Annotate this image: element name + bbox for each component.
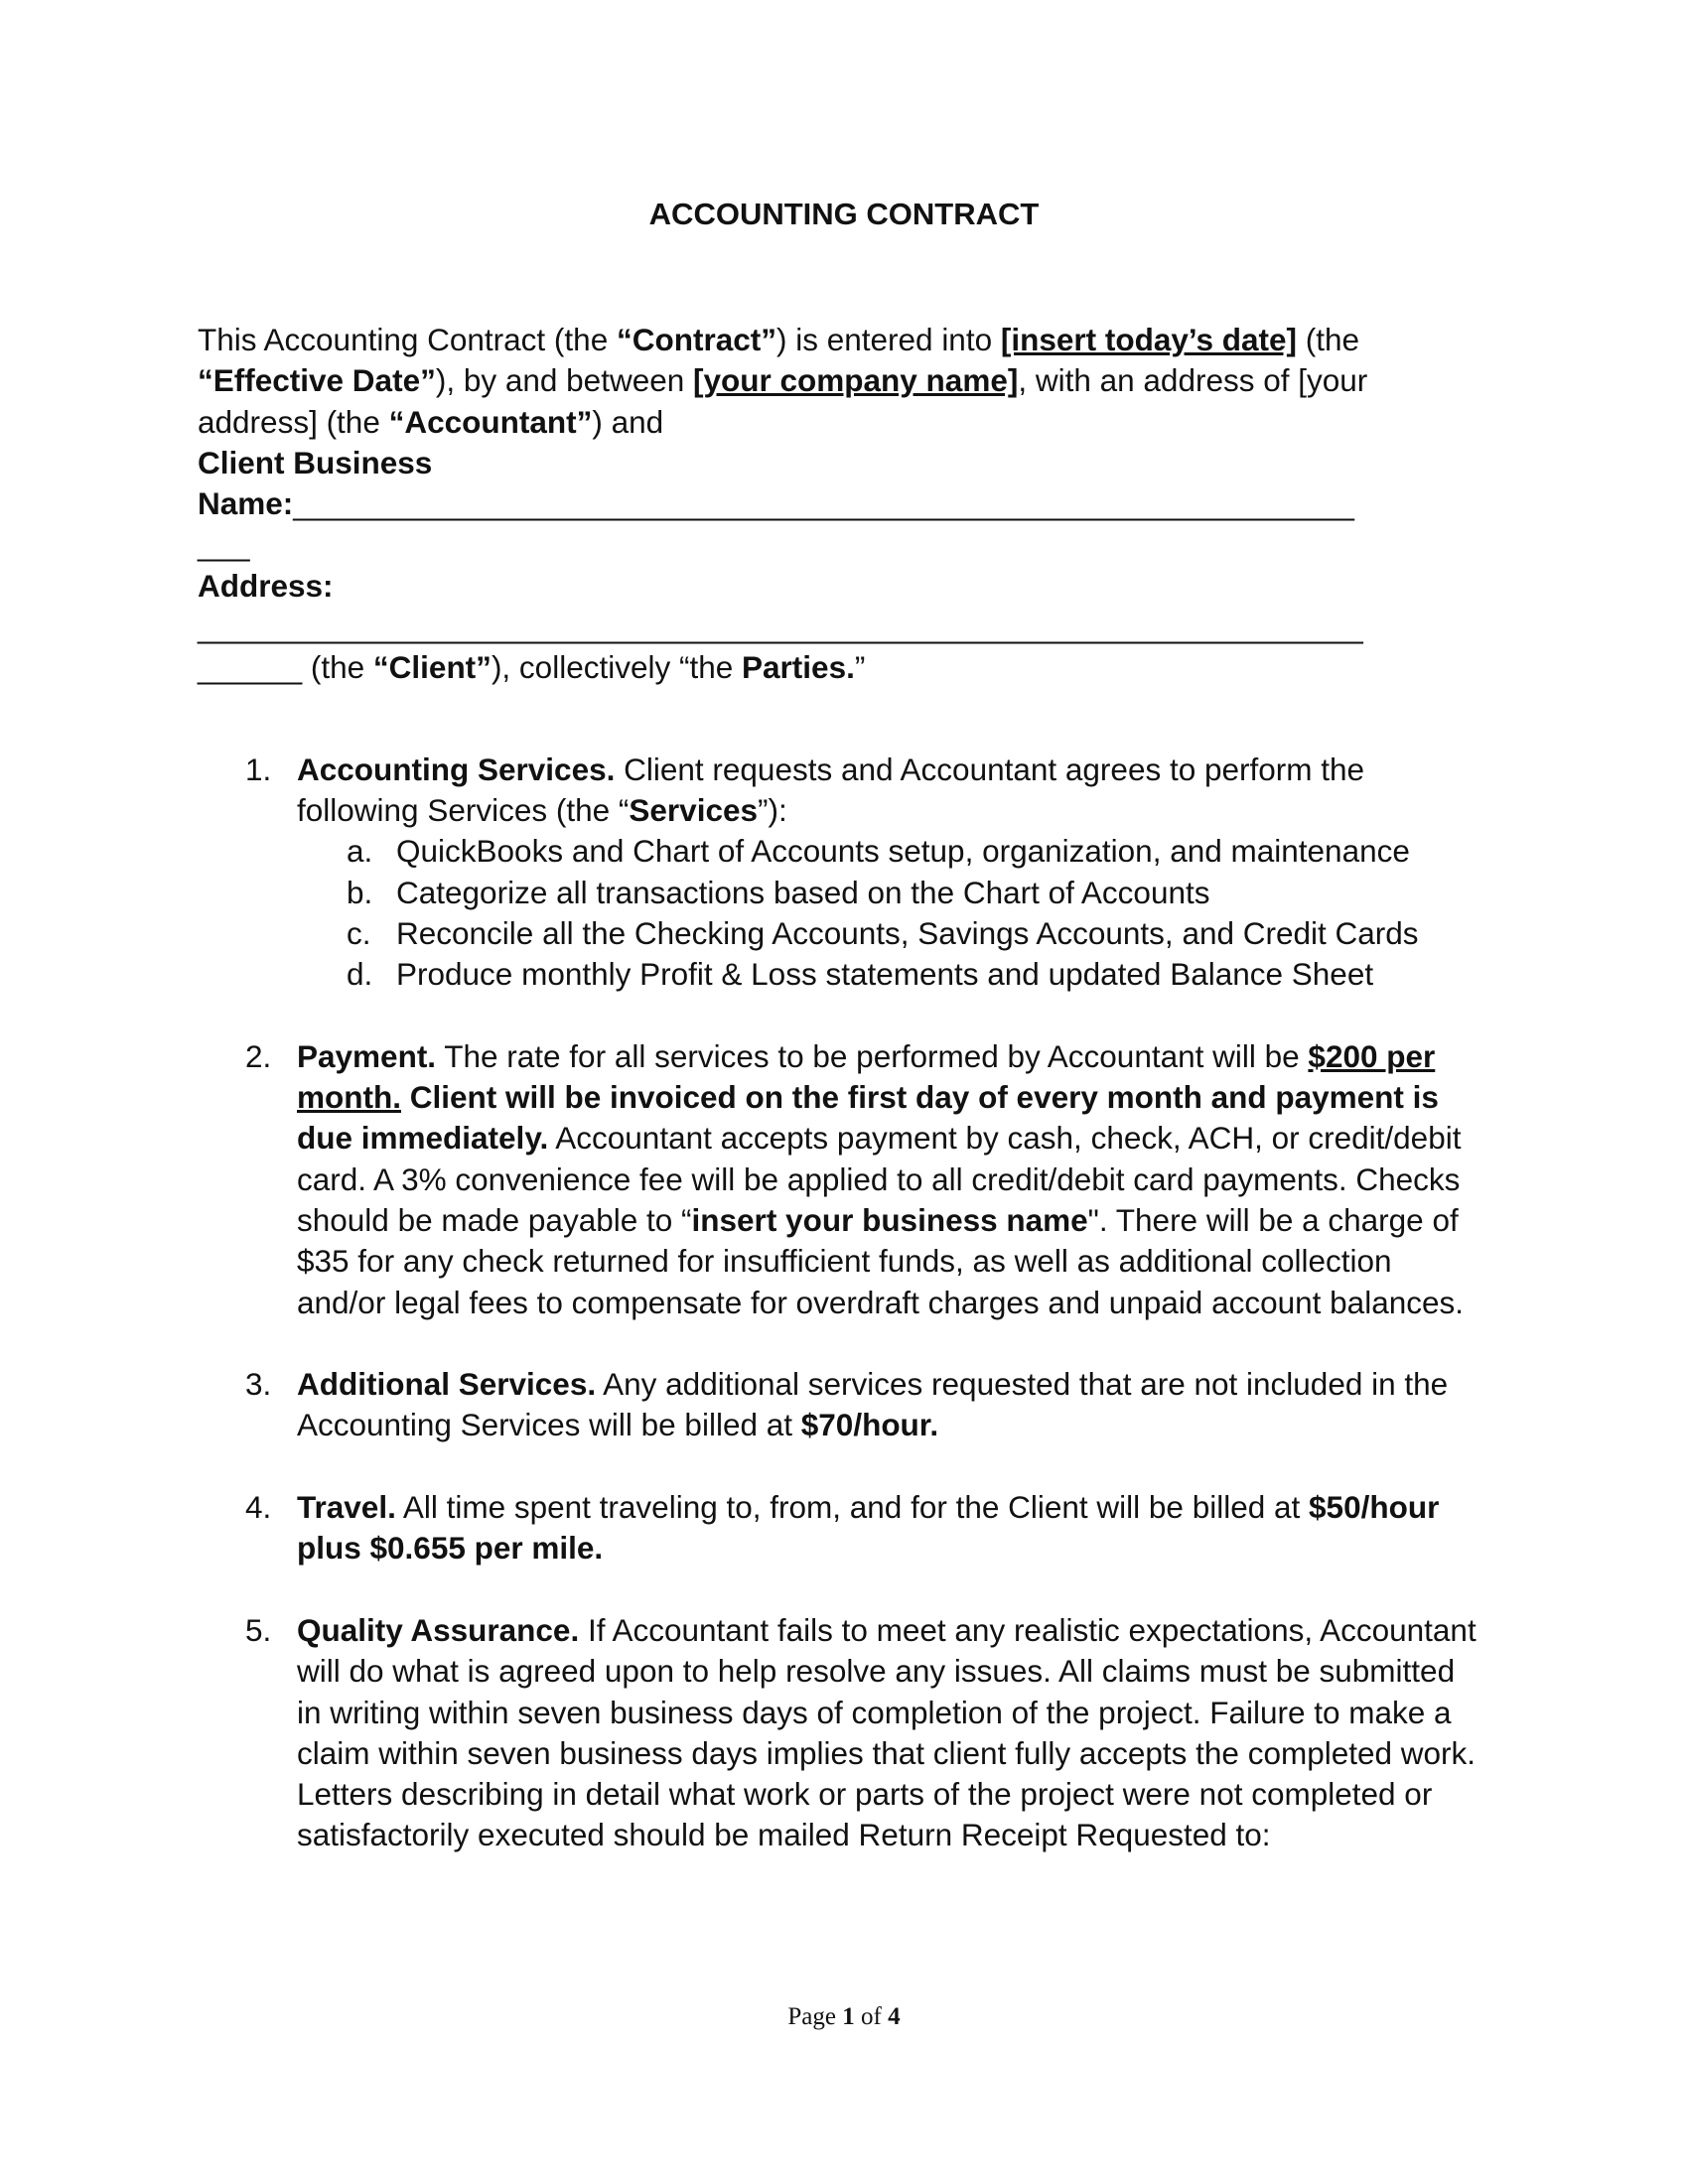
intro-text: ), by and between bbox=[435, 362, 694, 399]
services-list bbox=[297, 831, 1478, 995]
section-payment bbox=[198, 1036, 1478, 1323]
intro-paragraph bbox=[198, 320, 1478, 443]
section-heading: Additional Services. bbox=[297, 1366, 597, 1403]
section-number: 2. bbox=[245, 1037, 272, 1074]
intro-text: (the bbox=[302, 649, 373, 686]
contract-sections bbox=[198, 750, 1478, 1856]
address-label: Address: bbox=[198, 567, 334, 604]
address-blank: ___________________________________________________________________ bbox=[198, 609, 1363, 645]
section-text bbox=[297, 750, 1478, 832]
business-name-placeholder: insert your business name bbox=[691, 1201, 1088, 1238]
client-address-line bbox=[198, 607, 1478, 647]
item-letter: b. bbox=[347, 874, 373, 910]
document-body bbox=[198, 320, 1478, 1897]
item-text: Reconcile all the Checking Accounts, Savings Accounts, and Credit Cards bbox=[396, 914, 1419, 951]
name-label: Name: bbox=[198, 485, 294, 522]
of-label: of bbox=[854, 2003, 889, 2030]
name-blank-wrap: ___ bbox=[198, 526, 250, 563]
page-footer bbox=[0, 2003, 1688, 2031]
section-body: All time spent traveling to, from, and for the Client will be billed at bbox=[395, 1489, 1310, 1526]
invoice-terms: Client will be invoiced on the first day of every month and payment is due immediately. bbox=[297, 1079, 1439, 1157]
hourly-rate: $70/hour. bbox=[800, 1407, 939, 1443]
list-item bbox=[297, 831, 1478, 872]
section-accounting-services bbox=[198, 750, 1478, 996]
accountant-term: “Accountant” bbox=[388, 403, 593, 440]
section-text bbox=[297, 1364, 1478, 1446]
intro-text: ” bbox=[854, 649, 866, 686]
company-name-placeholder: [your company name] bbox=[693, 362, 1019, 399]
address-blank-wrap: ______ bbox=[198, 649, 303, 686]
section-text bbox=[297, 1036, 1478, 1323]
section-quality-assurance bbox=[198, 1610, 1478, 1856]
document-title: ACCOUNTING CONTRACT bbox=[648, 197, 1040, 231]
section-body: Any additional services requested that are not included in the Accounting Services will be billed at bbox=[297, 1366, 1449, 1443]
section-body: Client requests and Accountant agrees to perform the following Services (the “ bbox=[297, 751, 1365, 828]
item-letter: c. bbox=[347, 914, 371, 951]
section-body: The rate for all services to be performed by Accountant will be bbox=[436, 1037, 1309, 1074]
travel-rate: $50/hour plus $0.655 per mile. bbox=[297, 1489, 1440, 1567]
client-parties-line bbox=[198, 647, 1478, 688]
client-name-line bbox=[198, 483, 1478, 524]
section-heading: Quality Assurance. bbox=[297, 1611, 580, 1648]
item-text: Produce monthly Profit & Loss statements and updated Balance Sheet bbox=[396, 956, 1374, 993]
list-item bbox=[297, 873, 1478, 913]
section-body: ”): bbox=[758, 791, 787, 828]
section-heading: Accounting Services. bbox=[297, 751, 616, 787]
client-business-label bbox=[198, 443, 1478, 483]
section-travel bbox=[198, 1487, 1478, 1570]
item-text: QuickBooks and Chart of Accounts setup, organization, and maintenance bbox=[396, 833, 1410, 870]
section-heading: Payment. bbox=[297, 1037, 437, 1074]
item-text: Categorize all transactions based on the Chart of Accounts bbox=[396, 874, 1210, 910]
section-number: 5. bbox=[245, 1611, 272, 1648]
monthly-rate: $200 per month. bbox=[297, 1037, 1436, 1116]
section-text bbox=[297, 1487, 1478, 1570]
section-number: 1. bbox=[245, 751, 272, 787]
intro-text: , with an address of [your address] (the bbox=[198, 362, 1368, 440]
client-business-label-text: Client Business bbox=[198, 444, 433, 480]
effective-date-term: “Effective Date” bbox=[198, 362, 436, 399]
section-text bbox=[297, 1610, 1478, 1856]
page-label: Page bbox=[787, 2003, 843, 2030]
item-letter: a. bbox=[347, 833, 373, 870]
list-item bbox=[297, 913, 1478, 954]
intro-text: ) and bbox=[592, 403, 664, 440]
intro-text: ) is entered into bbox=[775, 322, 1001, 357]
section-number: 3. bbox=[245, 1366, 272, 1403]
section-heading: Travel. bbox=[297, 1489, 396, 1526]
contract-term: “Contract” bbox=[616, 322, 776, 357]
name-blank: _____________________________________________________________ bbox=[293, 485, 1354, 522]
client-name-line-wrap bbox=[198, 524, 1478, 565]
date-placeholder: [insert today’s date] bbox=[1000, 322, 1298, 357]
section-additional-services bbox=[198, 1364, 1478, 1446]
client-address-label bbox=[198, 566, 1478, 607]
section-number: 4. bbox=[245, 1489, 272, 1526]
section-body: If Accountant fails to meet any realistic expectations, Accountant will do what is agreed upon to help resolve any issues. All claims must be submitted in writing within seven business days of completion of the project. Failure to make a claim within seven business days implies that client fully accepts the completed work. Letters describing in detail what work or parts of the project were not completed or satisfactorily executed should be mailed Return Receipt Requested to: bbox=[297, 1611, 1477, 1853]
intro-text: ), collectively “the bbox=[491, 649, 743, 686]
current-page-number: 1 bbox=[842, 2003, 855, 2030]
client-term: “Client” bbox=[372, 649, 492, 686]
section-body: ". There will be a charge of $35 for any check returned for insufficient funds, as well as additional collection and/or legal fees to compensate for overdraft charges and unpaid account balances. bbox=[297, 1201, 1465, 1320]
intro-text: This Accounting Contract (the bbox=[198, 322, 617, 357]
item-letter: d. bbox=[347, 956, 373, 993]
section-body: Accountant accepts payment by cash, check, ACH, or credit/debit card. A 3% convenience fee will be applied to all credit/debit card payments. Checks should be made payable to “ bbox=[297, 1120, 1462, 1238]
total-pages-number: 4 bbox=[888, 2003, 901, 2030]
parties-term: Parties. bbox=[742, 649, 855, 686]
list-item bbox=[297, 954, 1478, 995]
services-term: Services bbox=[629, 791, 759, 828]
intro-text: (the bbox=[1297, 322, 1360, 357]
